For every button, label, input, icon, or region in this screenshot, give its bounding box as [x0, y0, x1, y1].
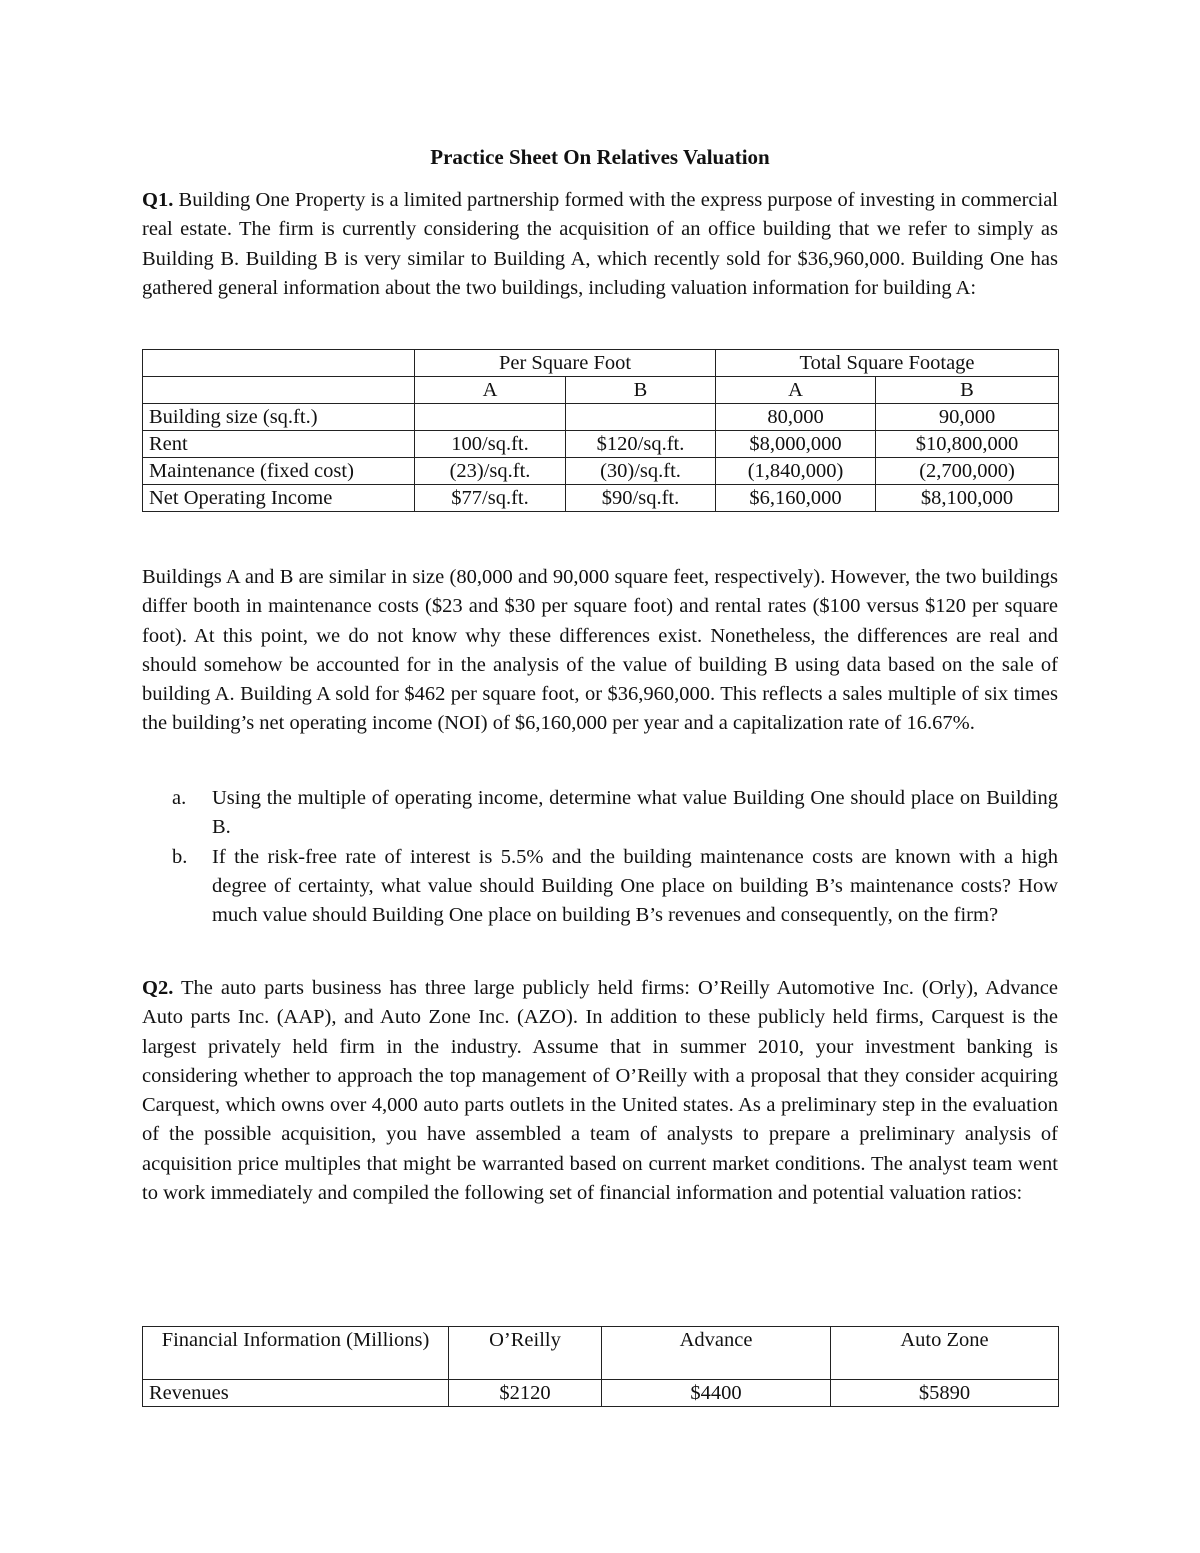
- q1-intro-paragraph: [142, 186, 1058, 303]
- q1-label: Q1.: [142, 189, 174, 211]
- row-label: Revenues: [143, 1380, 449, 1407]
- q1-intro-text: Building One Property is a limited partnership formed with the express purpose of investing in commercial real estate. The firm is currently considering the acquisition of an office building that we refer to simply as Building B. Building B is very similar to Building A, which recently sold for $36,960,000. Building One has gathered general information about the two buildings, including valuation information for building A:: [142, 189, 1058, 299]
- q2-intro-paragraph: [142, 974, 1058, 1208]
- group-header-per-sqft: Per Square Foot: [415, 350, 716, 377]
- header-cell: Advance: [602, 1327, 831, 1380]
- group-header-total-sqft: Total Square Footage: [716, 350, 1059, 377]
- table-cell: $8,000,000: [716, 431, 876, 458]
- subheader-cell: B: [566, 377, 716, 404]
- list-item: [172, 784, 1058, 843]
- list-marker: b.: [172, 845, 188, 868]
- table-row: [143, 1380, 1059, 1407]
- table-cell: $10,800,000: [876, 431, 1059, 458]
- list-marker: a.: [172, 787, 187, 809]
- question-text: If the risk-free rate of interest is 5.5% and the building maintenance costs are known with a high degree of certainty, what value should Building One place on building B’s maintenance costs? How much value should Building One place on building B’s revenues and consequently, on the firm?: [212, 845, 1058, 927]
- table-subheader-row: [143, 377, 1059, 404]
- table-row: [143, 431, 1059, 458]
- table-header-row: [143, 1327, 1059, 1380]
- subheader-cell: A: [716, 377, 876, 404]
- q1-discussion-paragraph: Buildings A and B are similar in size (80,000 and 90,000 square feet, respectively). However, the two buildings differ booth in maintenance costs ($23 and $30 per square foot) and rental rates ($100 versus $120 per square foot). At this point, we do not know why these differences exist. Nonetheless, the differences are real and should somehow be accounted for in the analysis of the value of building B using data based on the sale of building A. Building A sold for $462 per square foot, or $36,960,000. This reflects a sales multiple of six times the building’s net operating income (NOI) of $6,160,000 per year and a capitalization rate of 16.67%.: [142, 566, 1058, 735]
- table-corner-cell: [143, 377, 415, 404]
- page-title: Practice Sheet On Relatives Valuation: [430, 145, 770, 169]
- table-cell: 100/sq.ft.: [415, 431, 566, 458]
- table-cell: $2120: [449, 1380, 602, 1407]
- row-label: Building size (sq.ft.): [143, 404, 415, 431]
- table-cell: [566, 404, 716, 431]
- q2-intro-text: The auto parts business has three large publicly held firms: O’Reilly Automotive Inc. (Orly), Advance Auto parts Inc. (AAP), and Auto Zone Inc. (AZO). In addition to these publicly held firms, Carquest is the largest privately held firm in the industry. Assume that in summer 2010, your investment banking is considering whether to approach the top management of O’Reilly with a proposal that they consider acquiring Carquest, which owns over 4,000 auto parts outlets in the United states. As a preliminary step in the evaluation of the possible acquisition, you have assembled a team of analysts to prepare a preliminary analysis of acquisition price multiples that might be warranted based on current market conditions. The analyst team went to work immediately and compiled the following set of financial information and potential valuation ratios:: [142, 977, 1058, 1205]
- subheader-cell: B: [876, 377, 1059, 404]
- table-cell: $8,100,000: [876, 485, 1059, 512]
- table-cell: $90/sq.ft.: [566, 485, 716, 512]
- table-cell: 80,000: [716, 404, 876, 431]
- table-cell: $120/sq.ft.: [566, 431, 716, 458]
- table-row: [143, 458, 1059, 485]
- row-label: Rent: [143, 431, 415, 458]
- subheader-cell: A: [415, 377, 566, 404]
- table-corner-cell: [143, 350, 415, 377]
- table-header-row: [143, 350, 1059, 377]
- table-cell: 90,000: [876, 404, 1059, 431]
- table-cell: $77/sq.ft.: [415, 485, 566, 512]
- row-label: Net Operating Income: [143, 485, 415, 512]
- q1-question-list: [172, 784, 1058, 930]
- list-item: [172, 843, 1058, 931]
- q2-label: Q2.: [142, 977, 174, 999]
- header-cell: Auto Zone: [831, 1327, 1059, 1380]
- table-cell: (2,700,000): [876, 458, 1059, 485]
- header-cell: O’Reilly: [449, 1327, 602, 1380]
- table-cell: $6,160,000: [716, 485, 876, 512]
- table-cell: $4400: [602, 1380, 831, 1407]
- table-cell: (23)/sq.ft.: [415, 458, 566, 485]
- table-cell: $5890: [831, 1380, 1059, 1407]
- question-text: Using the multiple of operating income, determine what value Building One should place on Building B.: [212, 787, 1058, 839]
- building-comparison-table: [142, 349, 1059, 512]
- table-row: [143, 485, 1059, 512]
- table-cell: [415, 404, 566, 431]
- row-label: Maintenance (fixed cost): [143, 458, 415, 485]
- table-cell: (1,840,000): [716, 458, 876, 485]
- financial-information-table: [142, 1326, 1059, 1407]
- header-cell: Financial Information (Millions): [143, 1327, 449, 1380]
- table-row: [143, 404, 1059, 431]
- table-cell: (30)/sq.ft.: [566, 458, 716, 485]
